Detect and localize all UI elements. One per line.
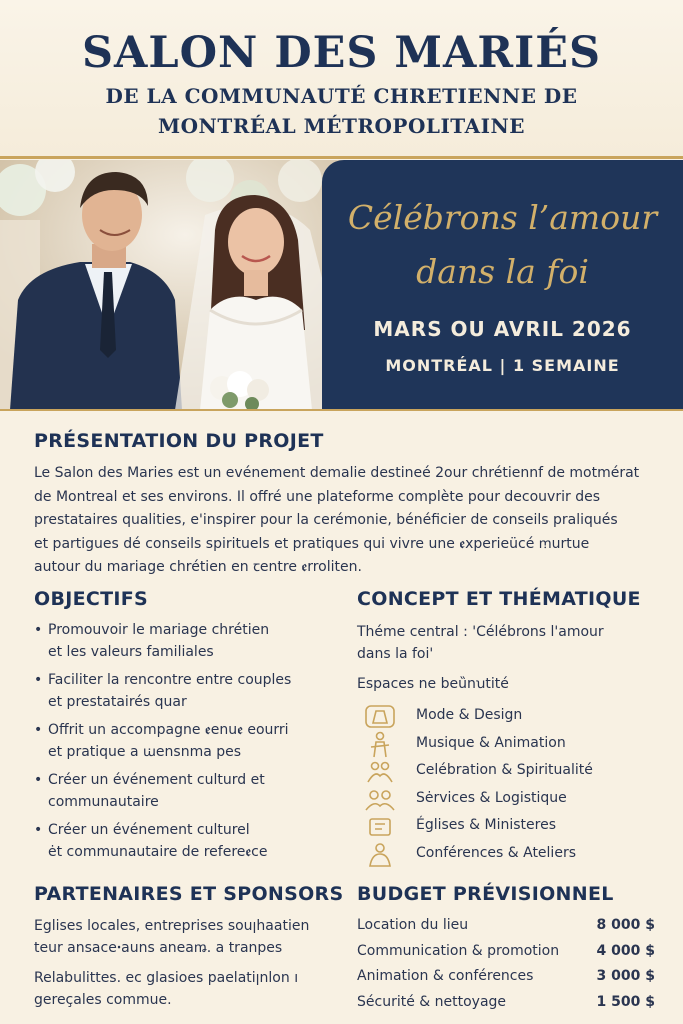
budget-amount: 3 000 $ (596, 968, 655, 984)
budget-label: Communication & promotion (357, 942, 560, 959)
celebration-icon (362, 758, 398, 785)
objectifs-title: OBJECTIFS (34, 588, 149, 610)
list-item: • Créer un événement culturel ėt communautaire de refereꬲce (34, 819, 324, 863)
espaces-list (360, 703, 660, 869)
presentation-line: autour du mariage chrétien en ꞇentre ꬲrroliten. (34, 559, 362, 575)
budget-title: BUDGET PRÉVISIONNEL (357, 883, 614, 905)
presentation-title: PRÉSENTATION DU PROJET (34, 430, 324, 452)
espace-label: Celébration & Spiritualité (416, 762, 593, 779)
partenaires-line: Eglises locales, entreprises souꞁhaatien (34, 918, 310, 934)
presentation-text (34, 462, 654, 580)
presentation-line: de Montreal et ses environs. Il offré une plateforme complète pour decouvrir des (34, 488, 600, 505)
hero-divider (0, 409, 683, 411)
presentation-line: Le Salon des Maries est un evénement demalie destineé 2our chrétiennf de motmérat (34, 465, 640, 481)
budget-label: Sécurité & nettoyage (357, 993, 507, 1010)
list-item (360, 703, 660, 731)
conference-icon (362, 841, 398, 868)
musician-icon (362, 731, 398, 758)
poster-subtitle-line2: MONTRÉAL MÉTROPOLITAINE (157, 114, 525, 138)
partenaires-title: PARTENAIRES ET SPONSORS (34, 883, 344, 905)
list-item (360, 813, 660, 841)
budget-label: Animation & conférences (357, 968, 534, 984)
list-item: • Promouvoir le mariage chrétien et les valeurs familiales (34, 619, 324, 663)
table-row (357, 966, 657, 992)
espaces-label: Espaces ne beȕnꭒtité (357, 676, 509, 692)
services-icon (362, 786, 398, 813)
list-item (360, 786, 660, 814)
tagline-line1: Célébrons l’amour (347, 198, 658, 237)
table-row (357, 941, 657, 967)
dress-icon (362, 703, 398, 730)
event-location: MONTRÉAL | 1 SEMAINE (385, 356, 620, 375)
espace-label: Conférences & Ateliers (416, 844, 576, 861)
hero-banner (0, 160, 683, 410)
list-item: • Faciliter la rencontre entre couples et prestatairés quar (34, 669, 324, 713)
partenaires-line: gereçales commue. (34, 992, 172, 1008)
poster-subtitle-line1: DE LA COMMUNAUTÉ CHRETIENNE DE (105, 84, 578, 108)
poster-title: SALON DES MARIÉS (81, 28, 602, 78)
objectifs-list (34, 619, 324, 869)
table-row (357, 915, 657, 941)
header-divider (0, 156, 683, 159)
budget-amount: 8 000 $ (596, 917, 655, 933)
theme-line2: dans la foi' (357, 646, 434, 662)
list-item (360, 731, 660, 759)
budget-amount: 4 000 $ (596, 942, 655, 959)
table-row (357, 992, 657, 1018)
espace-label: Sėrvices & Logistique (416, 789, 567, 806)
poster-header (0, 0, 683, 158)
tagline-line2: dans la foi (416, 252, 589, 291)
presentation-line: prestataires qualities, e'inspirer pour la cerémonie, bénéficier de conseils praliqués (34, 512, 618, 528)
budget-label: Location du lieu (357, 917, 469, 933)
list-item: • Offrit un accompagne ꬲenuꬲ eourri et pratique a ꭐensnma pes (34, 719, 324, 763)
church-icon (362, 813, 398, 840)
event-info-panel (322, 160, 683, 410)
theme-line1: Théme central : 'Célébrons l'amour (357, 624, 604, 640)
budget-amount: 1 500 $ (596, 993, 655, 1010)
espace-label: Églises & Ministeres (416, 817, 557, 834)
budget-table (357, 915, 657, 1017)
concept-title: CONCEPT ET THÉMATIQUE (357, 588, 641, 610)
presentation-line: et partigues dé conseils spirituels et pratiques qui vivre une ꬲxperieücé ꭑurtue (34, 535, 590, 552)
couple-photo (0, 160, 370, 410)
event-date: MARS OU AVRIL 2026 (373, 317, 632, 341)
list-item: • Créer un événement culturd et communautaire (34, 769, 324, 813)
espace-label: Mode & Design (416, 707, 523, 723)
partenaires-line: teur ansaceꞏauns aneaꬺ. a tranpes (34, 940, 283, 956)
espace-label: Musique & Animation (416, 734, 566, 751)
list-item (360, 841, 660, 869)
list-item (360, 758, 660, 786)
partenaires-line: Relabulittes. ec glasioes paelatiꞁnlon ı (34, 970, 299, 986)
